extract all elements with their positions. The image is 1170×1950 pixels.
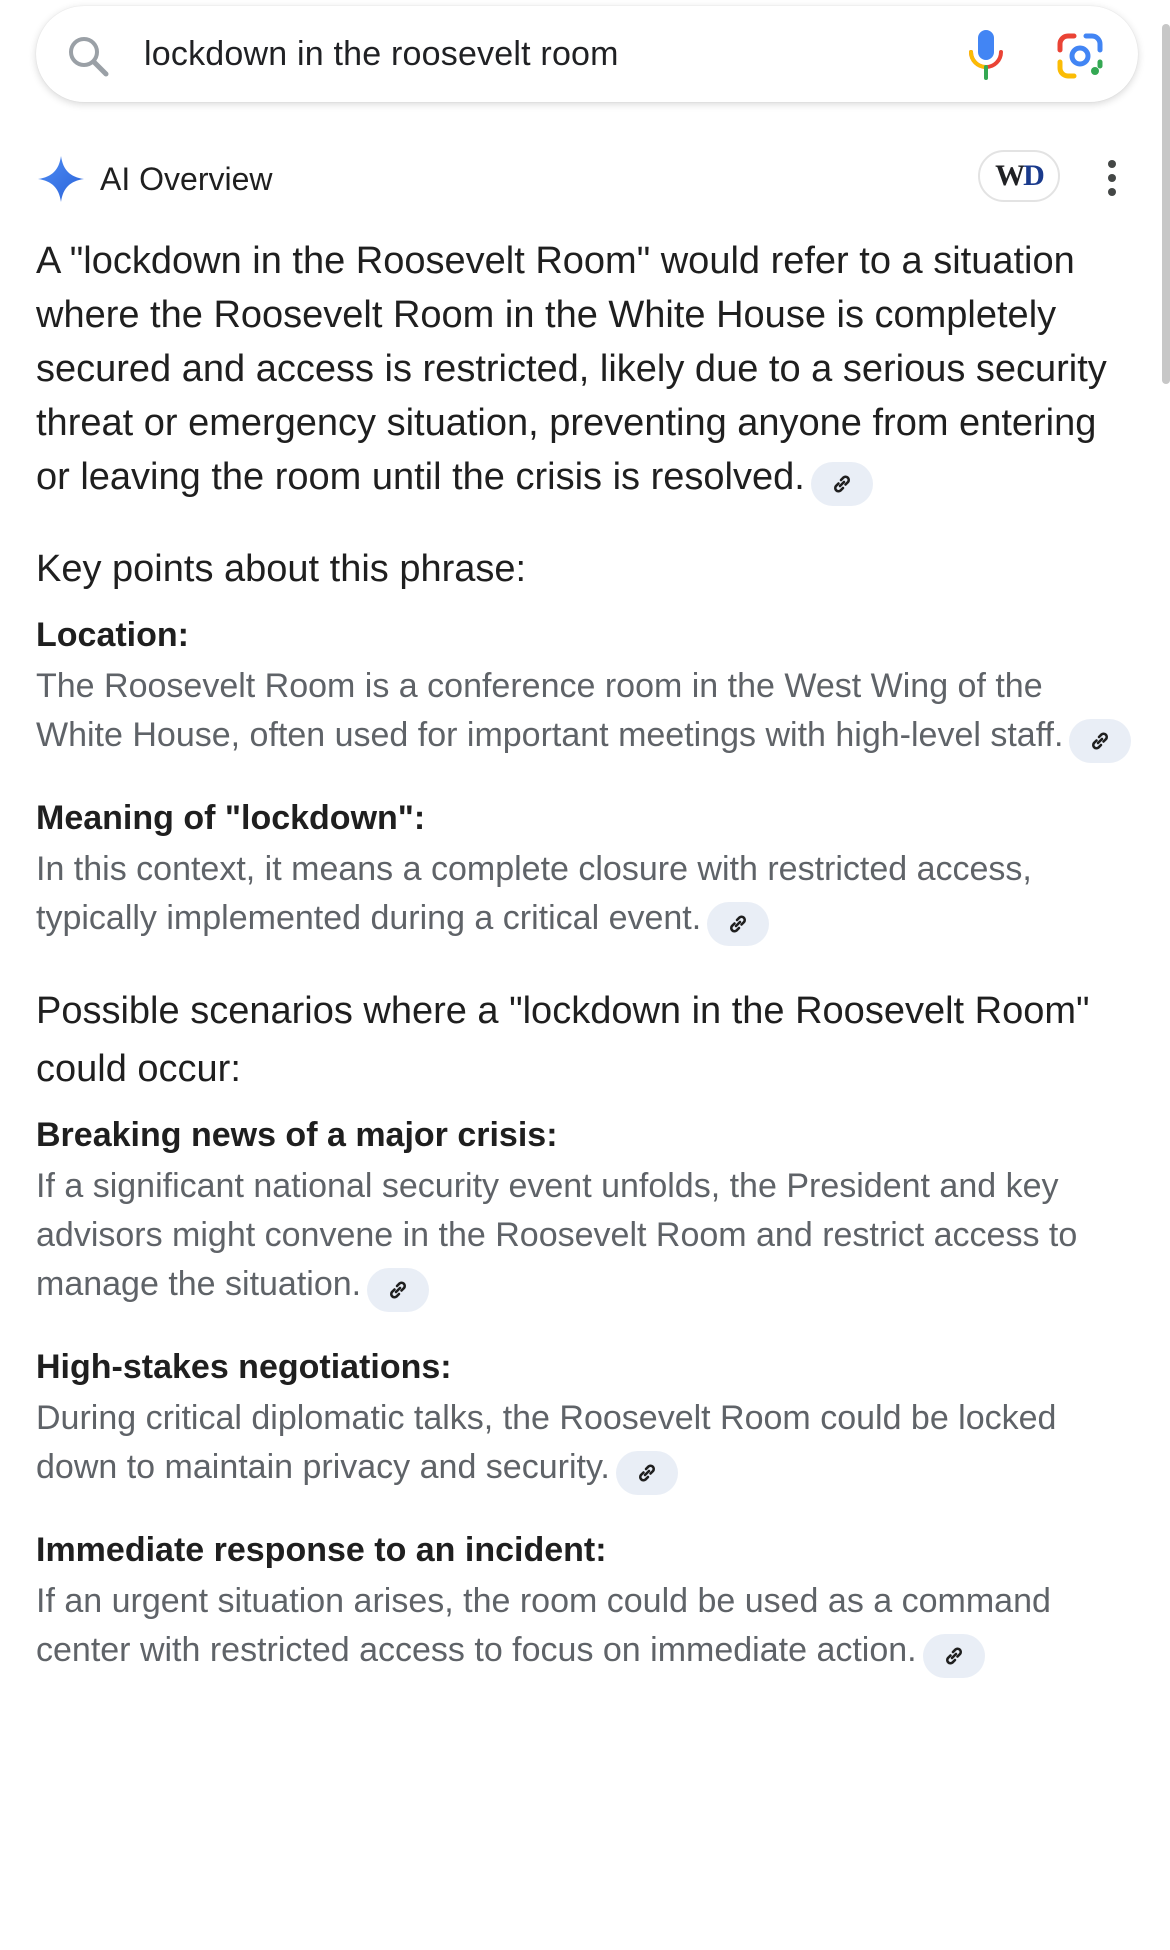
- ai-overview-title: AI Overview: [100, 161, 273, 197]
- citation-link-chip[interactable]: [367, 1268, 429, 1312]
- link-icon: [1087, 728, 1113, 754]
- lens-icon[interactable]: [1056, 32, 1104, 80]
- more-options-icon[interactable]: [1100, 156, 1124, 200]
- link-icon: [725, 911, 751, 937]
- intro-paragraph: [36, 234, 1136, 506]
- scrollbar[interactable]: [1162, 24, 1170, 384]
- citation-link-chip[interactable]: [616, 1451, 678, 1495]
- item-body-negotiations: During critical diplomatic talks, the Roosevelt Room could be locked down to maintain privacy and security.: [36, 1394, 1136, 1495]
- mic-icon[interactable]: [966, 28, 1006, 80]
- section-heading-key-points: Key points about this phrase:: [36, 548, 527, 590]
- link-icon: [829, 471, 855, 497]
- intro-text: A "lockdown in the Roosevelt Room" would refer to a situation where the Roosevelt Room in the White House is completely secured and access is restricted, likely due to a serious security threat or emergency situation, preventing anyone from entering or leaving the room until the crisis is resolved.: [36, 240, 1107, 498]
- search-input[interactable]: lockdown in the roosevelt room: [144, 35, 619, 73]
- source-badge[interactable]: [978, 150, 1060, 202]
- sparkle-icon: [36, 154, 86, 204]
- item-body-location: The Roosevelt Room is a conference room in the West Wing of the White House, often used for important meetings with high-level staff.: [36, 662, 1136, 763]
- item-body-breaking-news: If a significant national security event unfolds, the President and key advisors might convene in the Roosevelt Room and restrict access to manage the situation.: [36, 1162, 1136, 1312]
- item-title-immediate-response: Immediate response to an incident:: [36, 1531, 607, 1569]
- item-title-negotiations: High-stakes negotiations:: [36, 1348, 452, 1386]
- link-icon: [634, 1460, 660, 1486]
- section-heading-scenarios: Possible scenarios where a "lockdown in the Roosevelt Room" could occur:: [36, 990, 1090, 1090]
- ai-overview-content: [36, 234, 1136, 1678]
- citation-link-chip[interactable]: [923, 1634, 985, 1678]
- search-bar[interactable]: [36, 6, 1138, 102]
- item-title-breaking-news: Breaking news of a major crisis:: [36, 1116, 558, 1154]
- citation-link-chip[interactable]: [811, 462, 873, 506]
- ai-overview-header: [36, 148, 1136, 208]
- item-title-meaning: Meaning of "lockdown":: [36, 799, 426, 837]
- source-logo: WD: [995, 159, 1043, 192]
- link-icon: [941, 1643, 967, 1669]
- link-icon: [385, 1277, 411, 1303]
- citation-link-chip[interactable]: [707, 902, 769, 946]
- search-icon[interactable]: [66, 34, 110, 78]
- item-body-meaning: In this context, it means a complete closure with restricted access, typically implemented during a critical event.: [36, 845, 1136, 946]
- citation-link-chip[interactable]: [1069, 719, 1131, 763]
- item-body-immediate-response: If an urgent situation arises, the room could be used as a command center with restricted access to focus on immediate action.: [36, 1577, 1136, 1678]
- item-title-location: Location:: [36, 616, 189, 654]
